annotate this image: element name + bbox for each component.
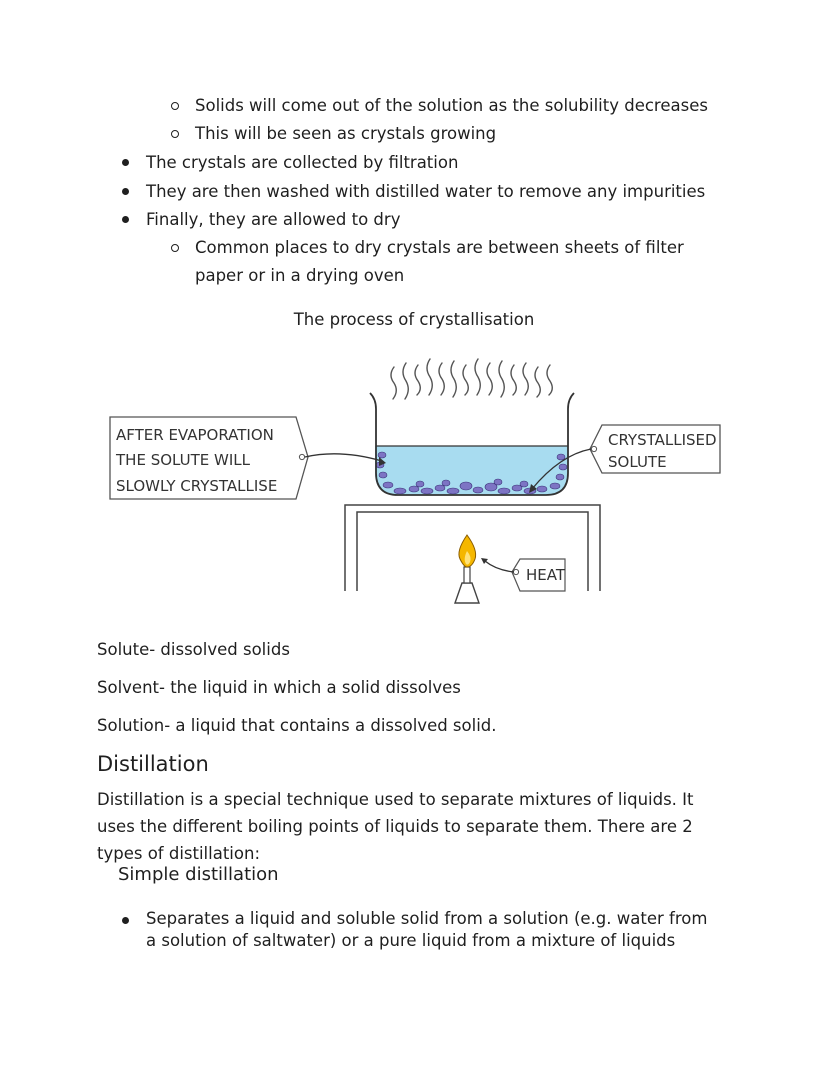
list-item-line: Separates a liquid and soluble solid from a solution (e.g. water from [146,909,708,928]
bullet-marker [122,159,129,166]
paragraph-line: types of distillation: [97,844,261,863]
distillation-paragraph [97,786,694,867]
crystallisation-diagram [100,345,740,610]
evaporating-dish [370,393,574,495]
bullet-marker [122,917,129,924]
figure-caption: The process of crystallisation [293,310,535,329]
list-item [146,908,707,952]
evaporation-label-line: AFTER EVAPORATION [116,426,274,444]
list-item-line: a solution of saltwater) or a pure liquid from a mixture of liquids [146,931,676,950]
list-subitem: This will be seen as crystals growing [195,124,497,143]
burner-icon [455,535,479,603]
bullet-marker [122,216,129,223]
evaporation-label-line: SLOWLY CRYSTALLISE [116,477,278,495]
list-item: Finally, they are allowed to dry [146,210,401,229]
section-heading: Distillation [97,752,209,776]
heat-label: HEAT [526,566,566,584]
paragraph-line: Distillation is a special technique used to separate mixtures of liquids. It [97,790,694,809]
sub-bullet-marker [171,244,179,252]
list-subitem: Common places to dry crystals are between sheets of filter [195,238,684,257]
bullet-marker [122,188,129,195]
steam-icon [391,359,552,399]
list-item: The crystals are collected by filtration [146,153,459,172]
list-item: They are then washed with distilled water to remove any impurities [146,182,706,201]
crystallised-label-line: CRYSTALLISED [608,431,717,449]
evaporation-label-line: THE SOLUTE WILL [116,451,250,469]
definition-solvent: Solvent- the liquid in which a solid dissolves [97,678,461,697]
definition-solute: Solute- dissolved solids [97,640,290,659]
definition-solution: Solution- a liquid that contains a dissolved solid. [97,716,497,735]
crystallised-label-line: SOLUTE [608,453,667,471]
subsection-heading: Simple distillation [118,864,279,885]
list-subitem: Solids will come out of the solution as the solubility decreases [195,96,708,115]
sub-bullet-marker [171,130,179,138]
list-subitem-continuation: paper or in a drying oven [195,266,405,285]
sub-bullet-marker [171,102,179,110]
paragraph-line: uses the different boiling points of liquids to separate them. There are 2 [97,817,693,836]
